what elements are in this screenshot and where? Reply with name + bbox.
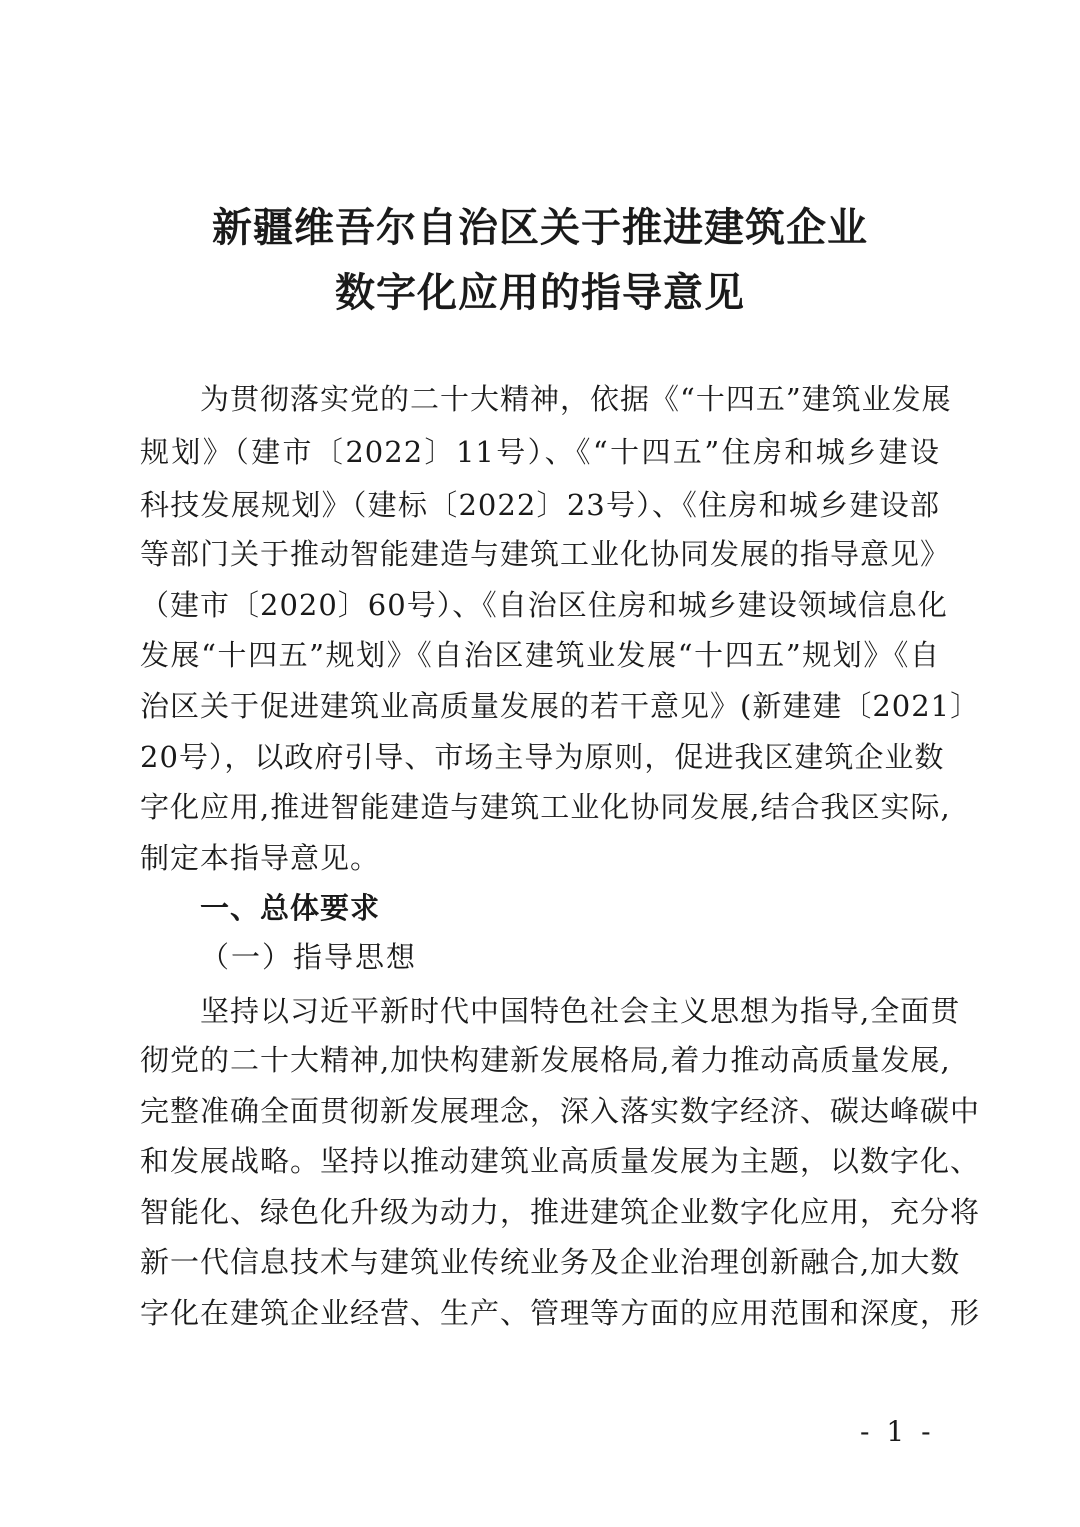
- intro-line-5: （建市〔2020〕60号）、《自治区住房和城乡建设领域信息化: [140, 588, 948, 622]
- intro-line-2: 规划》（建市〔2022〕11号）、《“十四五”住房和城乡建设: [140, 435, 940, 469]
- intro-line-9: 字化应用,推进智能建造与建筑工业化协同发展,结合我区实际,: [140, 790, 951, 824]
- section1-line-3: 完整准确全面贯彻新发展理念，深入落实数字经济、碳达峰碳中: [140, 1094, 981, 1128]
- intro-line-7: 治区关于促进建筑业高质量发展的若干意见》(新建建〔2021〕: [140, 689, 981, 723]
- intro-line-4: 等部门关于推动智能建造与建筑工业化协同发展的指导意见》: [140, 537, 951, 571]
- document-title-line-1: 新疆维吾尔自治区关于推进建筑企业: [212, 205, 868, 251]
- intro-line-8: 20号），以政府引导、市场主导为原则，促进我区建筑企业数: [140, 740, 945, 774]
- section1-line-1: 坚持以习近平新时代中国特色社会主义思想为指导,全面贯: [200, 994, 961, 1028]
- intro-line-3: 科技发展规划》（建标〔2022〕23号）、《住房和城乡建设部: [140, 488, 940, 522]
- intro-line-6: 发展“十四五”规划》《自治区建筑业发展“十四五”规划》《自: [140, 638, 940, 672]
- subsection-heading-guiding-ideology: （一）指导思想: [200, 940, 418, 974]
- section1-line-5: 智能化、绿色化升级为动力，推进建筑企业数字化应用，充分将: [140, 1195, 981, 1229]
- page-number: - 1 -: [860, 1415, 935, 1448]
- intro-line-1: 为贯彻落实党的二十大精神，依据《“十四五”建筑业发展: [200, 382, 952, 416]
- section1-line-7: 字化在建筑企业经营、生产、管理等方面的应用范围和深度，形: [140, 1296, 981, 1330]
- section1-line-4: 和发展战略。坚持以推动建筑业高质量发展为主题，以数字化、: [140, 1144, 981, 1178]
- intro-line-10: 制定本指导意见。: [140, 841, 381, 875]
- document-title-line-2: 数字化应用的指导意见: [335, 270, 745, 316]
- section-heading-overall-requirements: 一、总体要求: [200, 891, 381, 925]
- section1-line-2: 彻党的二十大精神,加快构建新发展格局,着力推动高质量发展,: [140, 1043, 951, 1077]
- section1-line-6: 新一代信息技术与建筑业传统业务及企业治理创新融合,加大数: [140, 1245, 961, 1279]
